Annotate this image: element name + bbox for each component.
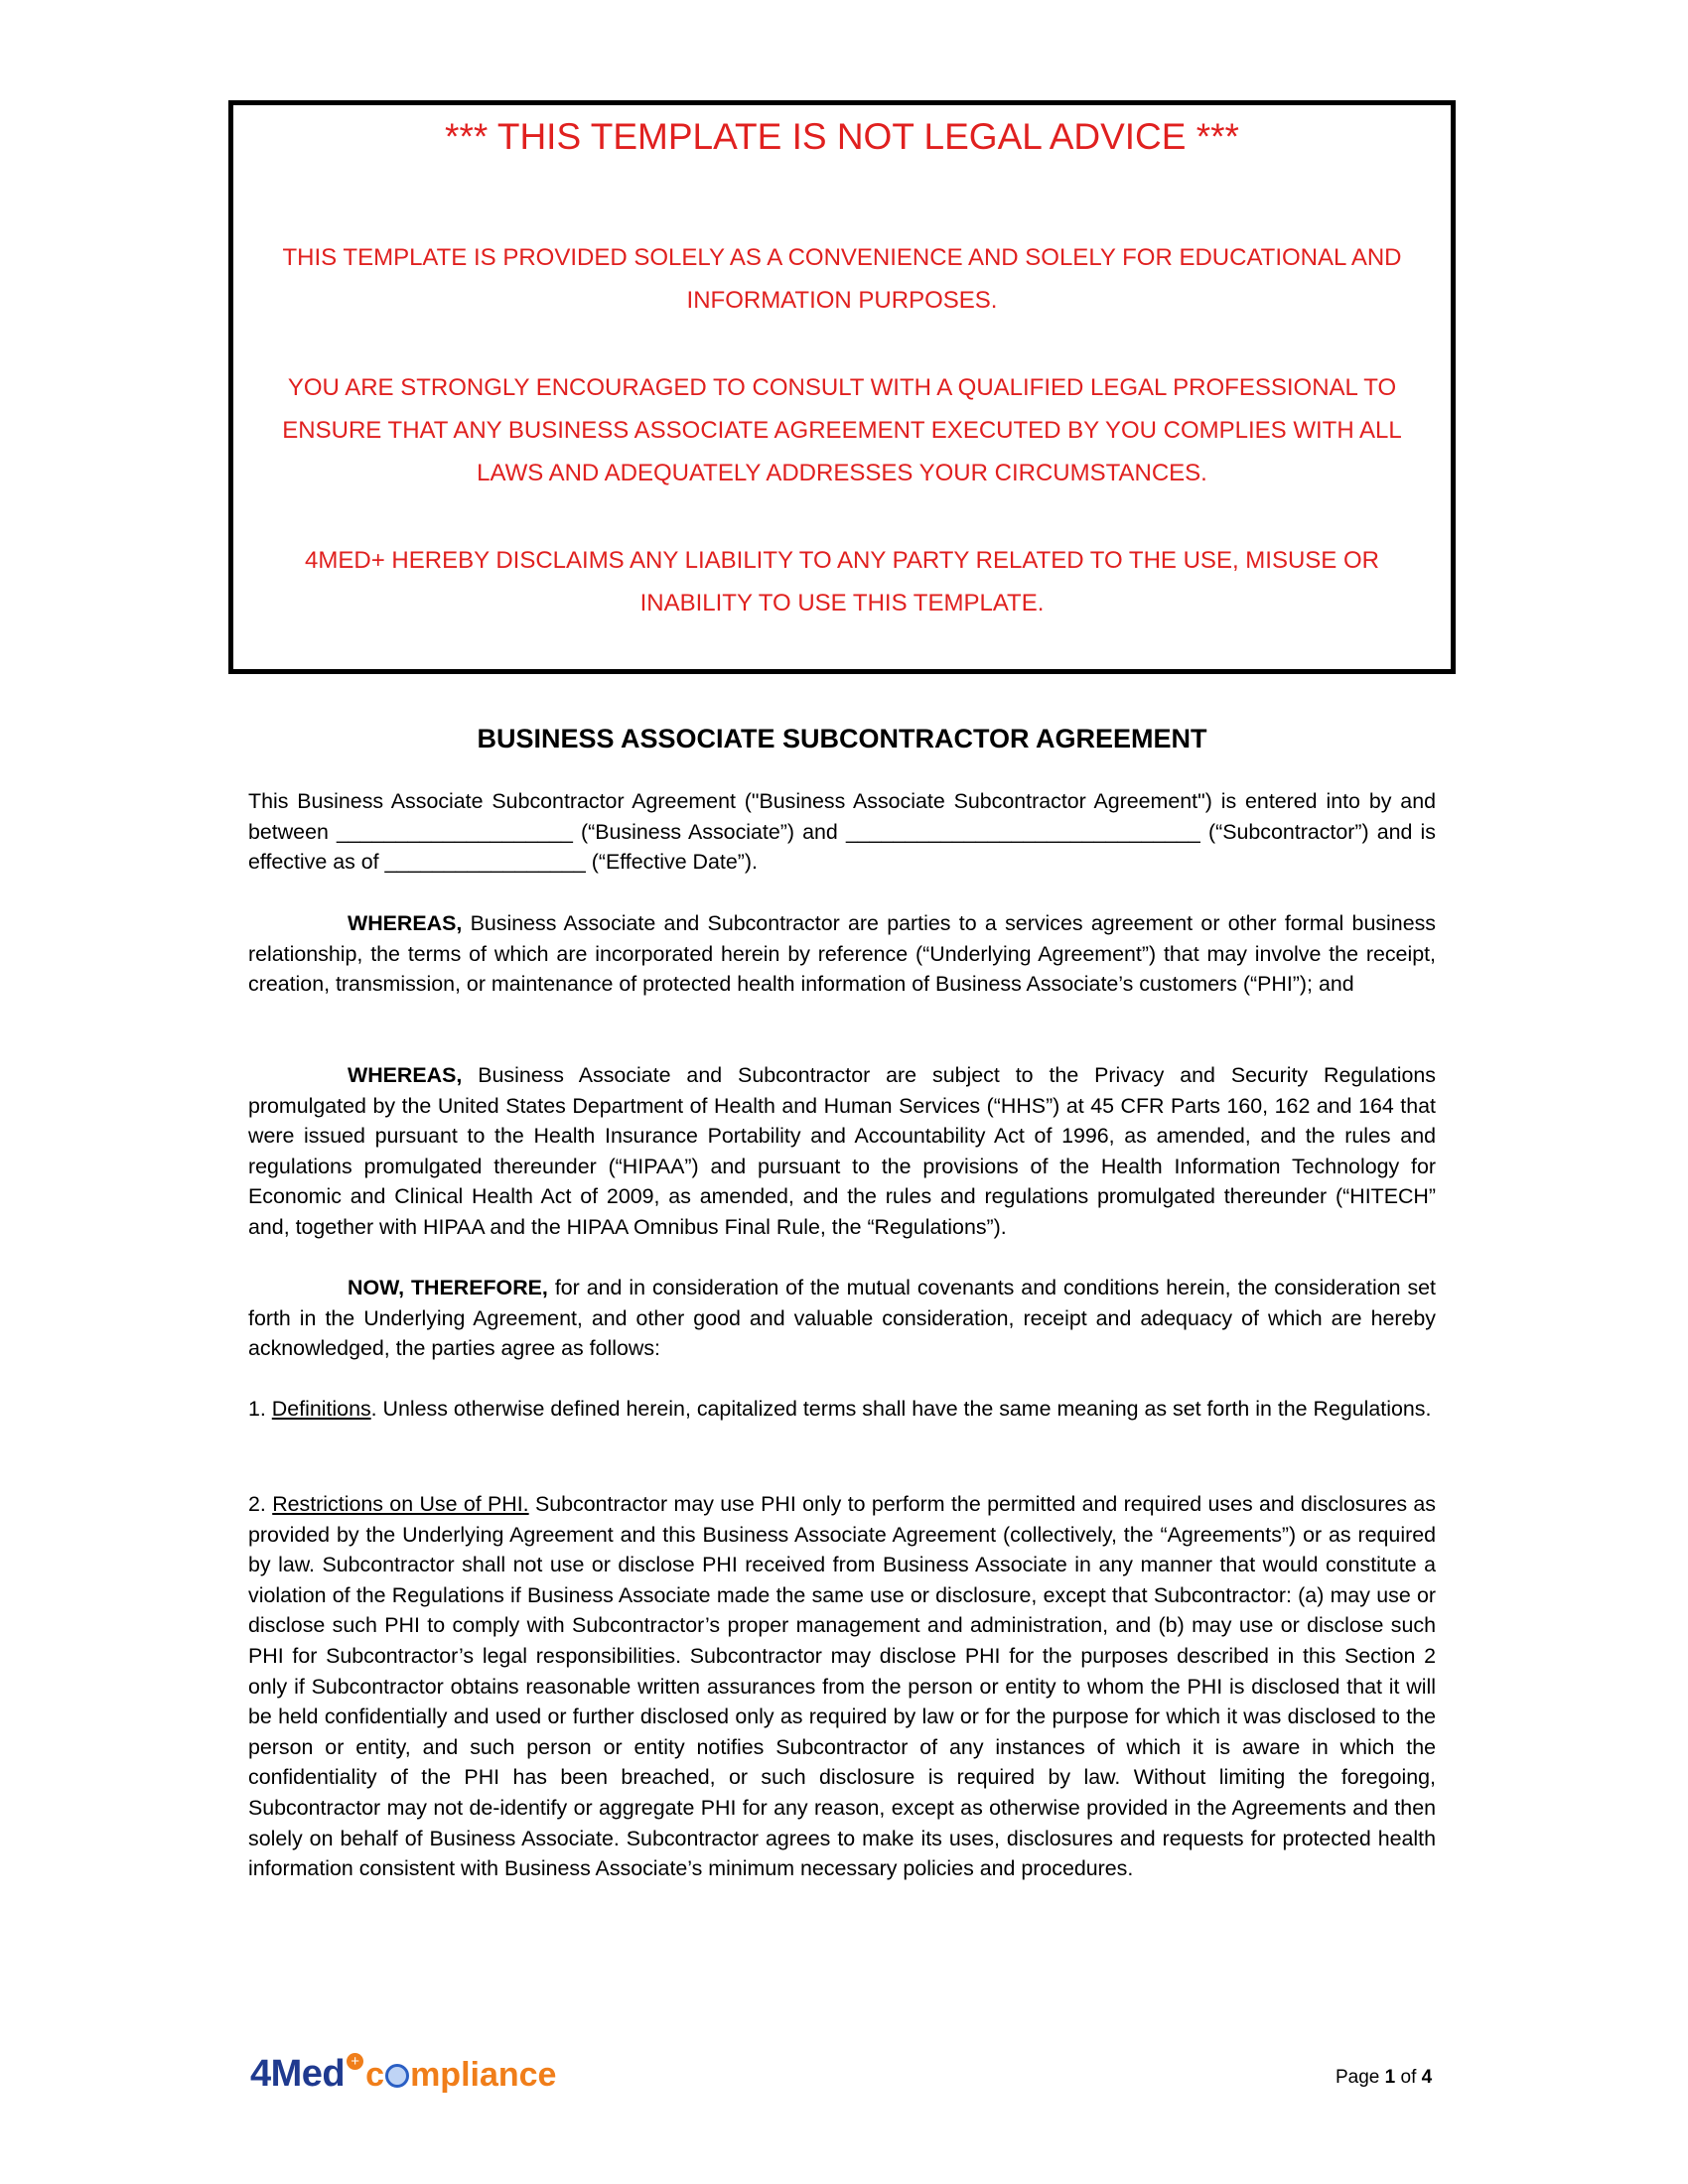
disclaimer-paragraph-2: YOU ARE STRONGLY ENCOURAGED TO CONSULT WITH A QUALIFIED LEGAL PROFESSIONAL TO ENSURE THAT ANY BUSINESS ASSOCIATE AGREEMENT EXECUTED BY YOU COMPLIES WITH ALL LAWS AND ADEQUATELY ADDRESSES YOUR CIRCUMSTANCES. xyxy=(282,374,1402,486)
whereas-label: WHEREAS, xyxy=(348,1063,463,1087)
disclaimer-title: *** THIS TEMPLATE IS NOT LEGAL ADVICE *** xyxy=(445,116,1239,157)
disclaimer-paragraph-3: 4MED+ HEREBY DISCLAIMS ANY LIABILITY TO ANY PARTY RELATED TO THE USE, MISUSE OR INABILITY TO USE THIS TEMPLATE. xyxy=(305,547,1379,616)
page-number xyxy=(1336,2067,1432,2089)
logo-c-text: c xyxy=(365,2056,385,2094)
whereas-label: WHEREAS, xyxy=(348,911,463,935)
company-logo xyxy=(250,2053,556,2101)
page-of: of xyxy=(1395,2067,1422,2088)
section-number: 1. xyxy=(248,1397,272,1421)
whereas-text: Business Associate and Subcontractor are parties to a services agreement or other formal business relationship, the terms of which are incorporated herein by reference (“Underlying Agreement”) that may involve the receipt, creation, transmission, or maintenance of protected health information of Business Associate’s customers (“PHI”); and xyxy=(248,911,1436,997)
logo-4med-text: 4Med xyxy=(250,2053,346,2095)
page-prefix: Page xyxy=(1336,2067,1385,2088)
page-total: 4 xyxy=(1421,2067,1433,2088)
whereas-paragraph-2 xyxy=(248,1060,1436,1243)
now-therefore-paragraph xyxy=(248,1273,1436,1364)
whereas-text: Business Associate and Subcontractor are subject to the Privacy and Security Regulations promulgated by the United States Department of Health and Human Services (“HHS”) at 45 CFR Parts 160, 162 and 164 that were issued pursuant to the Health Insurance Portability and Accountability Act of 1996, as amended, and the rules and regulations promulgated thereunder (“HIPAA”) and pursuant to the provisions of the Health Information Technology for Economic and Clinical Health Act of 2009, as amended, and the rules and regulations promulgated thereunder (“HITECH” and, together with HIPAA and the HIPAA Omnibus Final Rule, the “Regulations”). xyxy=(248,1063,1436,1239)
section-heading: Definitions xyxy=(271,1397,371,1421)
lock-icon xyxy=(385,2064,409,2088)
plus-icon: + xyxy=(347,2053,363,2070)
section-1-definitions xyxy=(248,1394,1436,1425)
disclaimer-paragraph-1: THIS TEMPLATE IS PROVIDED SOLELY AS A CONVENIENCE AND SOLELY FOR EDUCATIONAL AND INFORMATION PURPOSES. xyxy=(282,244,1402,314)
intro-paragraph: This Business Associate Subcontractor Agreement ("Business Associate Subcontractor Agreement") is entered into by and between ____________________ (“Business Associate”) and ______________________________ (“Subcontractor”) and is effective as of _________________ (“Effective Date”). xyxy=(248,789,1436,875)
disclaimer-box xyxy=(228,100,1456,674)
logo-compliance-text: mpliance xyxy=(410,2056,557,2094)
whereas-paragraph-1 xyxy=(248,908,1436,1000)
section-2-restrictions xyxy=(248,1489,1436,1884)
section-text: . Unless otherwise defined herein, capitalized terms shall have the same meaning as set forth in the Regulations. xyxy=(370,1397,1432,1421)
section-heading: Restrictions on Use of PHI. xyxy=(272,1492,529,1516)
now-therefore-text: for and in consideration of the mutual covenants and conditions herein, the consideration set forth in the Underlying Agreement, and other good and valuable consideration, receipt and adequacy of which are hereby acknowledged, the parties agree as follows: xyxy=(248,1276,1437,1361)
section-text: Subcontractor may use PHI only to perform the permitted and required uses and disclosures as provided by the Underlying Agreement and this Business Associate Agreement (collectively, the “Agreements”) or as required by law. Subcontractor shall not use or disclose PHI received from Business Associate in any manner that would constitute a violation of the Regulations if Business Associate made the same use or disclosure, except that Subcontractor: (a) may use or disclose such PHI to comply with Subcontractor’s proper management and administration, and (b) may use or disclose such PHI for Subcontractor’s legal responsibilities. Subcontractor may disclose PHI for the purposes described in this Section 2 only if Subcontractor obtains reasonable written assurances from the person or entity to whom the PHI is disclosed that it will be held confidentially and used or further disclosed only as required by law or for the purpose for which it was disclosed to the person or entity, and such person or entity notifies Subcontractor of any instances of which it is aware in which the confidentiality of the PHI has been breached, or such disclosure is required by law. Without limiting the foregoing, Subcontractor may not de-identify or aggregate PHI for any reason, except as otherwise provided in the Agreements and then solely on behalf of Business Associate. Subcontractor agrees to make its uses, disclosures and requests for protected health information consistent with Business Associate’s minimum necessary policies and procedures. xyxy=(248,1492,1436,1881)
document-title: BUSINESS ASSOCIATE SUBCONTRACTOR AGREEMENT xyxy=(477,724,1207,753)
page-current: 1 xyxy=(1384,2067,1396,2088)
now-therefore-label: NOW, THEREFORE, xyxy=(348,1276,548,1299)
section-number: 2. xyxy=(248,1492,273,1516)
